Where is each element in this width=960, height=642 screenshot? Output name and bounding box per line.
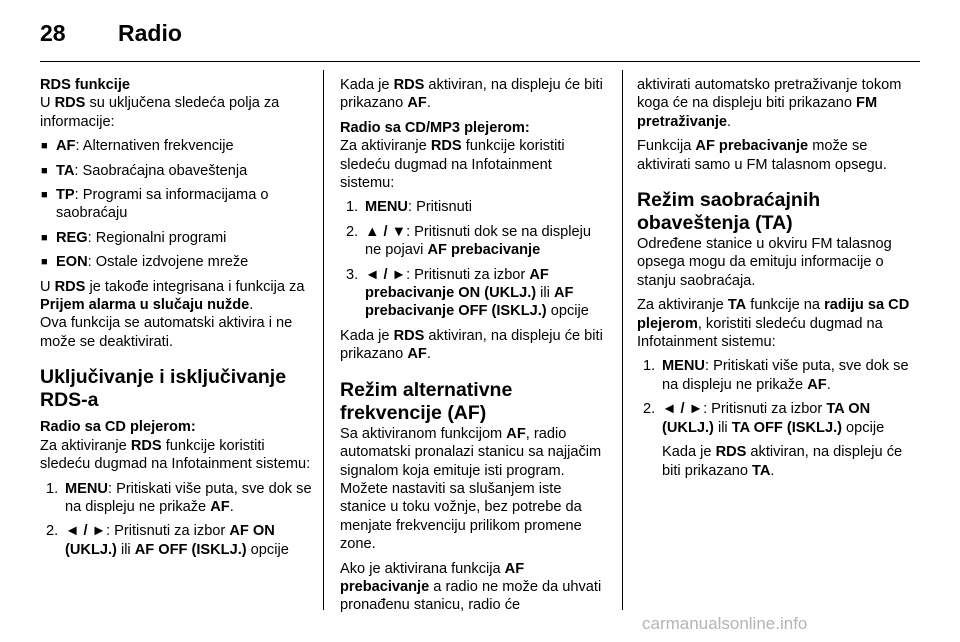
watermark: carmanualsonline.info (642, 614, 808, 633)
rds-functions-heading: RDS funkcije (40, 77, 131, 93)
list-item: 1. MENU: Pritisnuti (346, 199, 473, 216)
rds-toggle-heading: Uključivanje i isključivanje RDS-a (40, 366, 287, 412)
column-1 (40, 76, 312, 565)
list-item: ■ AF: Alternativen frekvencije (40, 137, 312, 155)
column-3 (637, 76, 913, 486)
page-number: 28 (40, 19, 66, 46)
list-item: ■ TA: Saobraćajna obaveštenja (40, 162, 312, 180)
ta-mode-heading: Režim saobraćajnih obaveštenja (TA) (637, 189, 821, 235)
rds-active-paragraph: Kada je RDS aktiviran, na displeju će biti prikazano AF. (340, 77, 603, 112)
rds-intro: U RDS su uključena sledeća polja za informacije: (40, 95, 280, 130)
af-fm-only-paragraph: Funkcija AF prebacivanje može se aktivirati samo u FM talasnom opsegu. (637, 138, 887, 173)
activation-paragraph: Za aktiviranje RDS funkcije koristiti sledeću dugmad na Infotainment sistemu: (40, 437, 311, 473)
af-description: Sa aktiviranom funkcijom AF, radio automatski pronalazi stanicu sa najjačim signalom koja emituje isti program. Možete nastaviti sa slušanjem iste stanice u toku vožnje, bez potrebe da menjate frekvenciju prilikom promene zone. (340, 425, 602, 553)
emergency-alarm-paragraph: U RDS je takođe integrisana i funkcija za Prijem alarma u slučaju nužde. Ova funkcija se automatski aktivira i ne može se deaktivirati. (40, 278, 305, 350)
header-rule (40, 61, 920, 62)
page-header (40, 16, 182, 50)
list-item: 3. ◄ / ►: Pritisnuti za izbor AF prebacivanje ON (UKLJ.) ili AF prebacivanje OFF (ISKLJ.) opcije (346, 266, 589, 320)
rds-active-paragraph: Kada je RDS aktiviran, na displeju će biti prikazano AF. (340, 327, 603, 363)
list-item: 2. ◄ / ►: Pritisnuti za izbor TA ON (UKLJ.) ili TA OFF (ISKLJ.) opcije (643, 401, 885, 436)
cd-player-subheading: Radio sa CD plejerom: (40, 419, 196, 436)
list-item: ■ REG: Regionalni programi (40, 229, 312, 247)
list-item: ■ TP: Programi sa informacijama o saobraćaju (40, 186, 312, 223)
steps-list (340, 198, 610, 320)
ta-active-paragraph: Kada je RDS aktiviran, na displeju će biti prikazano TA. (662, 444, 903, 479)
steps-list (637, 357, 913, 437)
column-2 (340, 76, 610, 621)
list-item: 1. MENU: Pritiskati više puta, sve dok se na displeju ne prikaže AF. (643, 358, 909, 393)
af-switch-paragraph: Ako je aktivirana funkcija AF prebacivanje a radio ne može da uhvati pronađenu stanicu, radio će (340, 560, 602, 614)
column-divider-1 (323, 70, 324, 610)
fm-search-paragraph: aktivirati automatsko pretraživanje tokom koga će na displeju biti prikazano FM pretraživanje. (637, 77, 902, 130)
column-divider-2 (622, 70, 623, 610)
rds-field-list (40, 137, 312, 271)
list-item: ■ EON: Ostale izdvojene mreže (40, 253, 312, 271)
ta-activation-paragraph: Za aktiviranje TA funkcije na radiju sa CD plejerom, koristiti sledeću dugmad na Infotainment sistemu: (637, 297, 910, 351)
list-item: 2. ▲ / ▼: Pritisnuti dok se na displeju ne pojavi AF prebacivanje (346, 223, 592, 259)
activation-paragraph: Za aktiviranje RDS funkcije koristiti sledeću dugmad na Infotainment sistemu: (340, 138, 565, 192)
ta-description: Određene stanice u okviru FM talasnog opsega mogu da emituju informacije o stanju saobraćaja. (637, 236, 892, 289)
cd-mp3-subheading: Radio sa CD/MP3 plejerom: (340, 119, 530, 136)
af-mode-heading: Režim alternativne frekvencije (AF) (340, 378, 513, 424)
steps-list (40, 480, 312, 560)
page-title: Radio (118, 19, 182, 46)
list-item: 1. MENU: Pritiskati više puta, sve dok se na displeju ne prikaže AF. (46, 480, 312, 515)
list-item: 2. ◄ / ►: Pritisnuti za izbor AF ON (UKLJ.) ili AF OFF (ISKLJ.) opcije (46, 523, 289, 558)
